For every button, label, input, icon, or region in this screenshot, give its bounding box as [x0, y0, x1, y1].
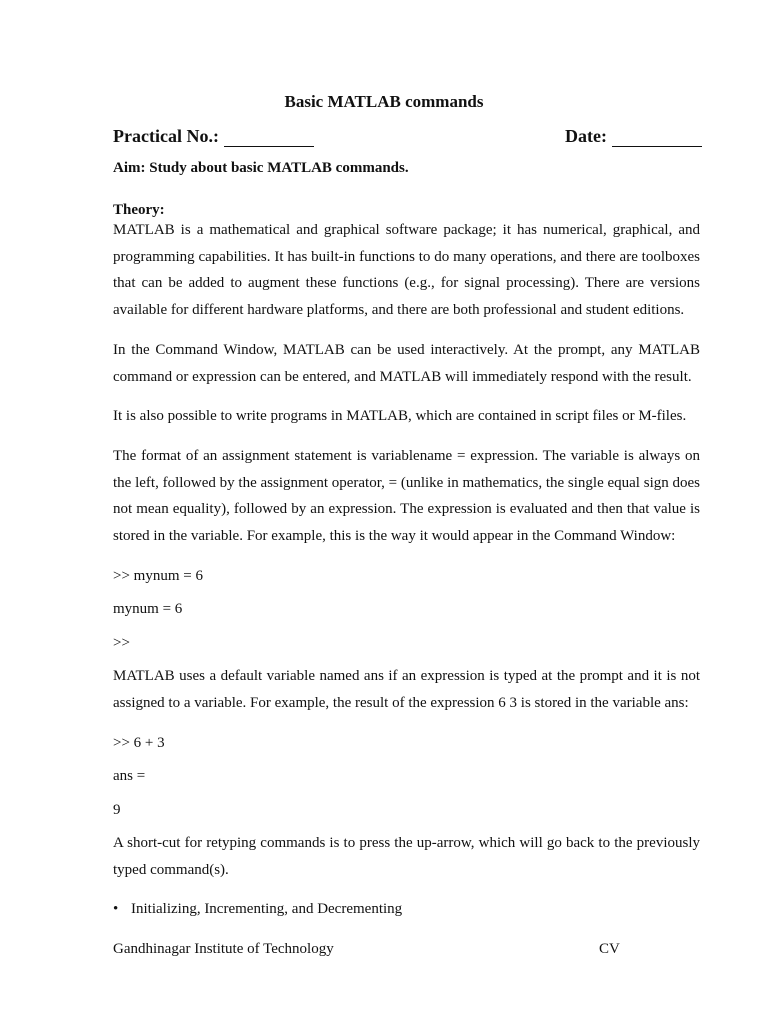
practical-label: Practical No.:: [113, 126, 219, 146]
code-line: >>: [113, 635, 130, 651]
date-blank-line: [612, 128, 702, 147]
paragraph-command-window: In the Command Window, MATLAB can be used interactively. At the prompt, any MATLAB command or expression can be entered, and MATLAB will immediately respond with the result.: [113, 342, 700, 385]
theory-heading: Theory:: [113, 202, 165, 218]
paragraph-up-arrow: A short-cut for retyping commands is to press the up-arrow, which will go back to the previously typed command(s).: [113, 835, 700, 878]
practical-number-field: [113, 126, 314, 147]
paragraph-assignment: The format of an assignment statement is variablename = expression. The variable is always on the left, followed by the assignment operator, = (unlike in mathematics, the single equal sign does not mean equality), followed by an expression. The expression is evaluated and then that value is stored in the variable. For example, this is the way it would appear in the Command Window:: [113, 448, 700, 545]
code-line: mynum = 6: [113, 601, 183, 617]
code-line: >> mynum = 6: [113, 568, 203, 584]
paragraph-script-files: It is also possible to write programs in MATLAB, which are contained in script files or M-files.: [113, 408, 687, 424]
footer-institute: Gandhinagar Institute of Technology: [113, 941, 334, 957]
bullet-icon: •: [113, 901, 119, 917]
page-title: Basic MATLAB commands: [284, 92, 484, 111]
paragraph-ans-variable: MATLAB uses a default variable named ans if an expression is typed at the prompt and it is not assigned to a variable. For example, the result of the expression 6 3 is stored in the variable ans:: [113, 668, 700, 711]
date-label: Date:: [565, 126, 607, 146]
date-field: [565, 126, 702, 147]
bullet-text: Initializing, Incrementing, and Decrementing: [131, 901, 403, 917]
code-line: >> 6 + 3: [113, 735, 165, 751]
paragraph-matlab-intro: MATLAB is a mathematical and graphical software package; it has numerical, graphical, and programming capabilities. It has built-in functions to do many operations, and there are toolboxes that can be added to augment these functions (e.g., for signal processing). There are versions available for different hardware platforms, and there are both professional and student editions.: [113, 222, 700, 319]
code-line: ans =: [113, 768, 146, 784]
practical-blank-line: [224, 128, 314, 147]
bullet-list-item: [113, 901, 402, 918]
code-line: 9: [113, 802, 121, 818]
aim-statement: Aim: Study about basic MATLAB commands.: [113, 160, 409, 176]
footer-initials: CV: [599, 941, 620, 957]
